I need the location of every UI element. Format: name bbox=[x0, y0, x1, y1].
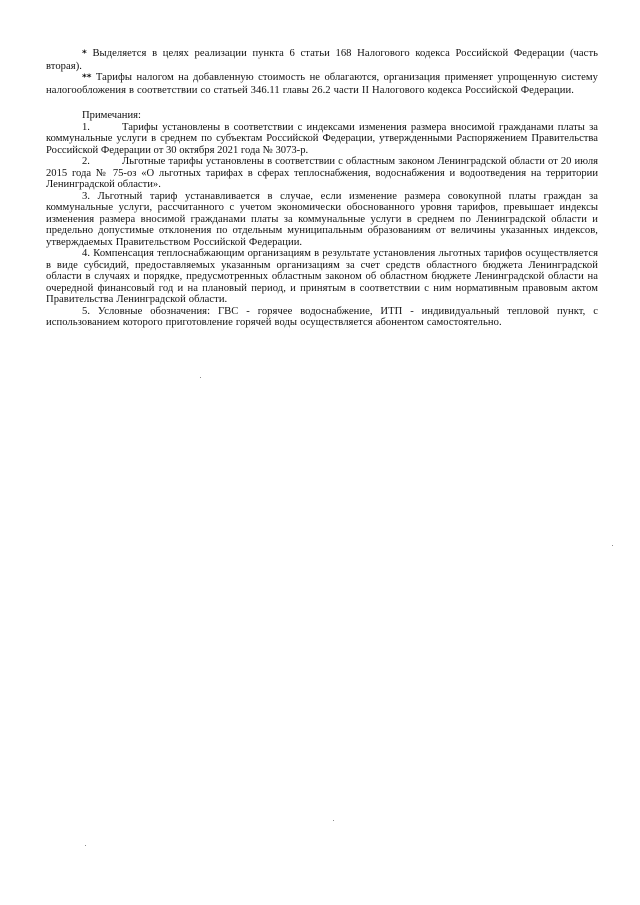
note-item-1 bbox=[46, 122, 598, 157]
note-number: 5. bbox=[82, 305, 91, 317]
note-number: 2. bbox=[82, 156, 90, 167]
note-text: Условные обозначения: ГВС - горячее водоснабжение, ИТП - индивидуальный тепловой пункт, с использованием которого приготовление горячей воды осуществляется абонентом самостоятельно. bbox=[46, 305, 599, 328]
note-number: 4. bbox=[82, 248, 91, 259]
note-item-2 bbox=[46, 156, 598, 191]
scan-speck bbox=[612, 545, 613, 546]
footnote-vat-exempt bbox=[46, 72, 598, 96]
footnote-text: Тарифы налогом на добавленную стоимость не облагаются, организация применяет упрощенную систему налогообложения в соответствии со статьей 346.11 главы 26.2 части II Налогового кодекса Российской Федерации. bbox=[46, 72, 599, 96]
note-text: Льготный тариф устанавливается в случае, если изменение размера совокупной платы граждан за коммунальные услуги, рассчитанного с учетом экономически обоснованного уровня тарифов, превышает индексы изменения размера вносимой гражданами платы за коммунальные услуги в среднем по Ленинградской области и предельно допустимые отклонения по отдельным муниципальным образованиям от величины указанных индексов, утверждаемых Правительством Российской Федерации. bbox=[46, 190, 598, 248]
footnote-mark-double: ** bbox=[82, 73, 92, 83]
note-number: 1. bbox=[82, 121, 90, 133]
note-item-3 bbox=[46, 191, 598, 249]
notes-title: Примечания: bbox=[82, 110, 141, 121]
scan-speck bbox=[333, 820, 334, 821]
document-page bbox=[46, 48, 598, 329]
footnote-text: Выделяется в целях реализации пункта 6 статьи 168 Налогового кодекса Российской Федерации (часть вторая). bbox=[46, 48, 598, 72]
note-item-4 bbox=[46, 248, 598, 306]
note-text: Компенсация теплоснабжающим организациям в результате установления льготных тарифов осуществляется в виде субсидий, предоставляемых указанным организациям за счет средств областного бюджета Ленинградской области в случаях и порядке, предусмотренных областным законом об областном бюджете Ленинградской области на очередной финансовый год и на плановый период, и принятым в соответствии с ним нормативным правовым актом Правительства Ленинградской области. bbox=[46, 248, 599, 305]
scan-speck bbox=[85, 845, 86, 846]
scan-speck bbox=[200, 377, 201, 378]
footnote-mark-single: * bbox=[82, 49, 87, 59]
note-item-5 bbox=[46, 306, 598, 329]
note-text: Тарифы установлены в соответствии с индексами изменения размера вносимой гражданами платы за коммунальные услуги в среднем по субъектам Российской Федерации, утвержденными Распоряжением Правительства Российской Федерации от 30 октября 2021 года № 3073-р. bbox=[46, 121, 598, 156]
note-text: Льготные тарифы установлены в соответствии с областным законом Ленинградской области от 20 июля 2015 года № 75-оз «О льготных тарифах в сферах теплоснабжения, водоснабжения и водоотведения на территории Ленинградской области». bbox=[46, 156, 598, 190]
note-number: 3. bbox=[82, 190, 91, 202]
footnote-vat-allocation bbox=[46, 48, 598, 72]
